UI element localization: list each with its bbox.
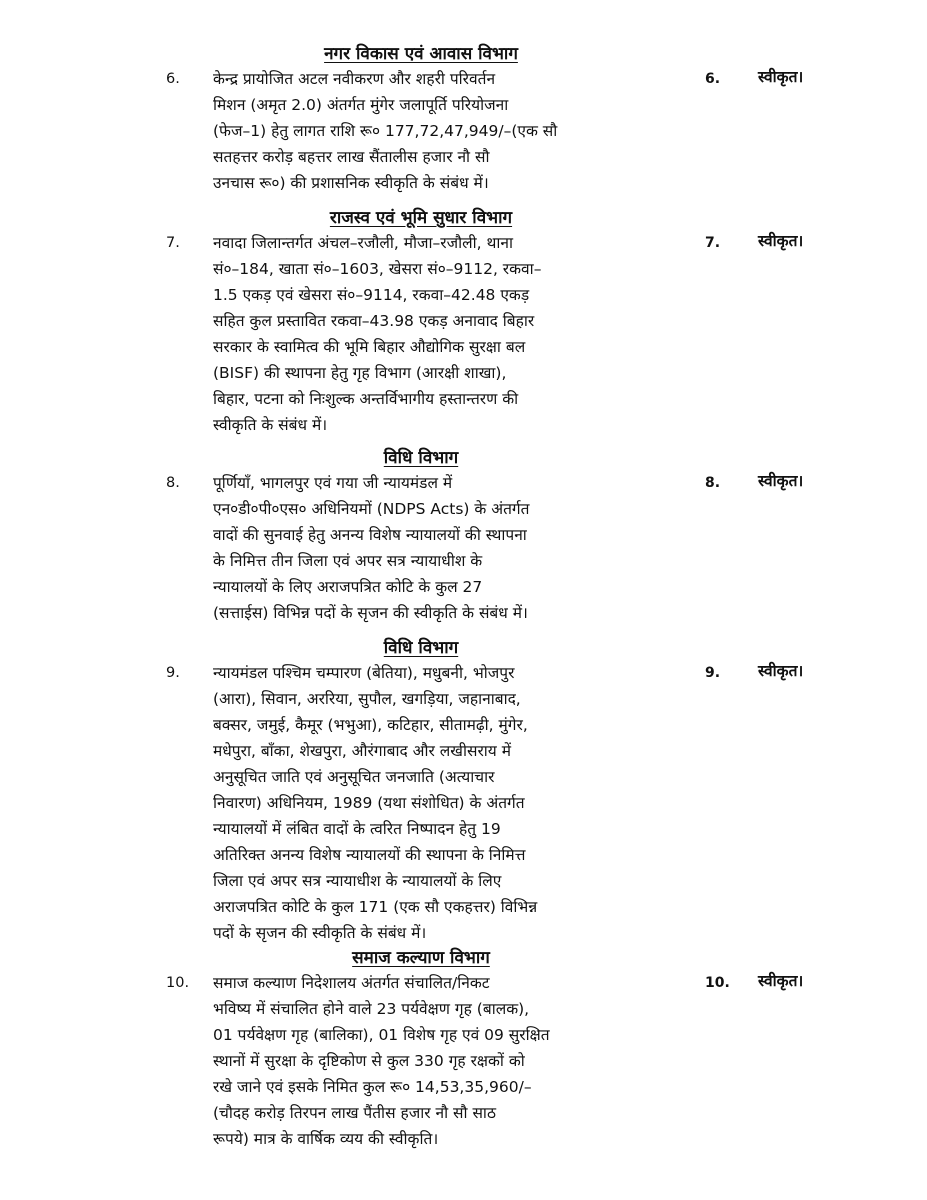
- item-number: 7.: [166, 235, 180, 251]
- decision-number: 9.: [705, 665, 721, 681]
- decision-number: 7.: [705, 235, 721, 251]
- department-heading: राजस्व एवं भूमि सुधार विभाग: [329, 208, 513, 228]
- decision-status: स्वीकृत।: [758, 472, 804, 490]
- item-number: 6.: [166, 71, 180, 87]
- decision-status: स्वीकृत।: [758, 972, 804, 990]
- decision-status: स्वीकृत।: [758, 662, 804, 680]
- department-heading: नगर विकास एवं आवास विभाग: [324, 44, 518, 64]
- department-heading: समाज कल्याण विभाग: [352, 948, 490, 968]
- decision-number: 10.: [705, 975, 730, 991]
- department-heading: विधि विभाग: [383, 448, 459, 468]
- item-description: न्यायमंडल पश्चिम चम्पारण (बेतिया), मधुबनी, भोजपुर (आरा), सिवान, अररिया, सुपौल, खगड़िया, जहानाबाद, बक्सर, जमुई, कैमूर (भभुआ), कटिहार, सीतामढ़ी, मुंगेर, मधेपुरा, बाँका, शेखपुरा, औरंगाबाद और लखीसराय में अनुसूचित जाति एवं अनुसूचित जनजाति (अत्याचार निवारण) अधिनियम, 1989 (यथा संशोधित) के अंतर्गत न्यायालयों में लंबित वादों के त्वरित निष्पादन हेतु 19 अतिरिक्त अनन्य विशेष न्यायालयों की स्थापना के निमित्त जिला एवं अपर सत्र न्यायाधीश के न्यायालयों के लिए अराजपत्रित कोटि के कुल 171 (एक सौ एकहत्तर) विभिन्न पदों के सृजन की स्वीकृति के संबंध में।: [213, 664, 538, 942]
- item-number: 10.: [166, 975, 190, 991]
- decision-number: 8.: [705, 475, 721, 491]
- item-description: केन्द्र प्रायोजित अटल नवीकरण और शहरी परिवर्तन मिशन (अमृत 2.0) अंतर्गत मुंगेर जलापूर्ति परियोजना (फेज–1) हेतु लागत राशि रू० 177,72,47,949/–(एक सौ सतहत्तर करोड़ बहत्तर लाख सैंतालीस हजार नौ सौ उनचास रू०) की प्रशासनिक स्वीकृति के संबंध में।: [213, 70, 558, 192]
- decision-status: स्वीकृत।: [758, 68, 804, 86]
- item-number: 8.: [166, 475, 180, 491]
- item-description: पूर्णियाँ, भागलपुर एवं गया जी न्यायमंडल में एन०डी०पी०एस० अधिनियमों (NDPS Acts) के अंतर्गत वादों की सुनवाई हेतु अनन्य विशेष न्यायालयों की स्थापना के निमित्त तीन जिला एवं अपर सत्र न्यायाधीश के न्यायालयों के लिए अराजपत्रित कोटि के कुल 27 (सत्ताईस) विभिन्न पदों के सृजन की स्वीकृति के संबंध में।: [213, 474, 530, 622]
- decision-number: 6.: [705, 71, 721, 87]
- item-description: समाज कल्याण निदेशालय अंतर्गत संचालित/निकट भविष्य में संचालित होने वाले 23 पर्यवेक्षण गृह (बालक), 01 पर्यवेक्षण गृह (बालिका), 01 विशेष गृह एवं 09 सुरक्षित स्थानों में सुरक्षा के दृष्टिकोण से कुल 330 गृह रक्षकों को रखे जाने एवं इसके निमित कुल रू० 14,53,35,960/– (चौदह करोड़ तिरपन लाख पैंतीस हजार नौ सौ साठ रूपये) मात्र के वार्षिक व्यय की स्वीकृति।: [213, 974, 550, 1148]
- item-number: 9.: [166, 665, 180, 681]
- decision-status: स्वीकृत।: [758, 232, 804, 250]
- item-description: नवादा जिलान्तर्गत अंचल–रजौली, मौजा–रजौली, थाना सं०–184, खाता सं०–1603, खेसरा सं०–9112, रकवा– 1.5 एकड़ एवं खेसरा सं०–9114, रकवा–42.48 एकड़ सहित कुल प्रस्तावित रकवा–43.98 एकड़ अनावाद बिहार सरकार के स्वामित्व की भूमि बिहार औद्योगिक सुरक्षा बल (BISF) की स्थापना हेतु गृह विभाग (आरक्षी शाखा), बिहार, पटना को निःशुल्क अन्तर्विभागीय हस्तान्तरण की स्वीकृति के संबंध में।: [213, 234, 542, 434]
- department-heading: विधि विभाग: [383, 638, 459, 658]
